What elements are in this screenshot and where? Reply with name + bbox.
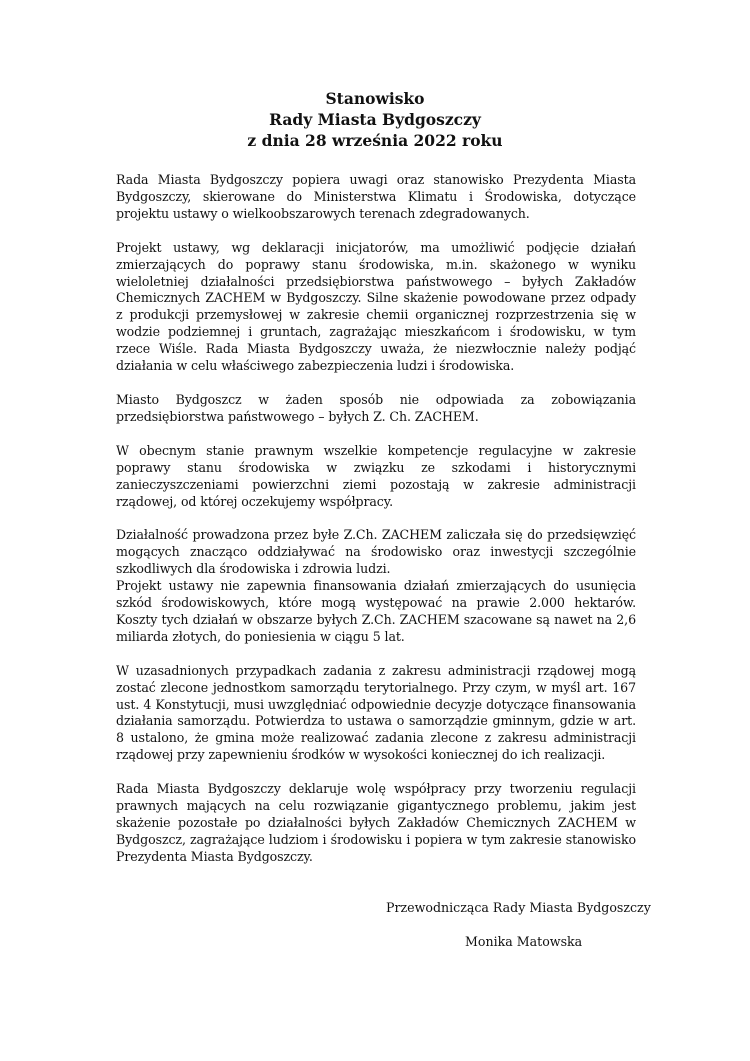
paragraph-support: Rada Miasta Bydgoszczy popiera uwagi oraz stanowisko Prezydenta Miasta Bydgoszczy, skierowane do Ministerstwa Klimatu i Środowiska, dotyczące projektu ustawy o wielkoobszarowych terenach zdegradowanych. bbox=[116, 172, 636, 221]
title-line-date: z dnia 28 września 2022 roku bbox=[247, 131, 503, 150]
signature-name: Monika Matowska bbox=[465, 934, 583, 949]
document-body bbox=[116, 172, 636, 866]
signature-title: Przewodnicząca Rady Miasta Bydgoszczy bbox=[386, 900, 651, 915]
paragraph-cooperation: Rada Miasta Bydgoszczy deklaruje wolę współpracy przy tworzeniu regulacji prawnych mających na celu rozwiązanie gigantycznego problemu, jakim jest skażenie pozostałe po działalności byłych Zakładów Chemicznych ZACHEM w Bydgoszcz, zagrażające ludziom i środowisku i popiera w tym zakresie stanowisko Prezydenta Miasta Bydgoszczy. bbox=[116, 781, 636, 864]
paragraph-financing: Projekt ustawy nie zapewnia finansowania działań zmierzających do usunięcia szkód środowiskowych, które mogą występować na prawie 2.000 hektarów. Koszty tych działań w obszarze byłych Z.Ch. ZACHEM szacowane są nawet na 2,6 miliarda złotych, do poniesienia w ciągu 5 lat. bbox=[116, 578, 636, 644]
document-title bbox=[0, 88, 750, 151]
paragraph-delegated-tasks: W uzasadnionych przypadkach zadania z zakresu administracji rządowej mogą zostać zlecone jednostkom samorządu terytorialnego. Przy czym, w myśl art. 167 ust. 4 Konstytucji, musi uwzględniać odpowiednie decyzje dotyczące finansowania działania samorządu. Potwierdza to ustawa o samorządzie gminnym, gdzie w art. 8 ustalono, że gmina może realizować zadania zlecone z zakresu administracji rządowej przy zapewnieniu środków w wysokości koniecznej do ich realizacji. bbox=[116, 662, 636, 763]
paragraph-competences: W obecnym stanie prawnym wszelkie kompetencje regulacyjne w zakresie poprawy stanu środowiska w związku ze szkodami i historycznymi zanieczyszczeniami powierzchni ziemi pozostają w zakresie administracji rządowej, od której oczekujemy współpracy. bbox=[116, 442, 636, 509]
title-line-stanowisko: Stanowisko bbox=[325, 89, 425, 108]
paragraph-project: Projekt ustawy, wg deklaracji inicjatorów, ma umożliwić podjęcie działań zmierzających do poprawy stanu środowiska, m.in. skażonego w wyniku wieloletniej działalności przedsiębiorstwa państwowego – byłych Zakładów Chemicznych ZACHEM w Bydgoszczy. Silne skażenie powodowane przez odpady z produkcji przemysłowej w zakresie chemii organicznej rozprzestrzenia się w wodzie podziemnej i gruntach, zagrażając mieszkańcom i środowisku, w tym rzece Wiśle. Rada Miasta Bydgoszczy uważa, że niezwłocznie należy podjąć działania w celu właściwego zabezpieczenia ludzi i środowiska. bbox=[116, 239, 636, 374]
paragraph-city-liability: Miasto Bydgoszcz w żaden sposób nie odpowiada za zobowiązania przedsiębiorstwa państwowego – byłych Z. Ch. ZACHEM. bbox=[116, 391, 636, 424]
title-line-council: Rady Miasta Bydgoszczy bbox=[269, 110, 481, 129]
paragraph-activity: Działalność prowadzona przez byłe Z.Ch. ZACHEM zaliczała się do przedsięwzięć mogących znacząco oddziaływać na środowisko oraz inwestycji szczególnie szkodliwych dla środowiska i zdrowia ludzi. bbox=[116, 527, 636, 577]
